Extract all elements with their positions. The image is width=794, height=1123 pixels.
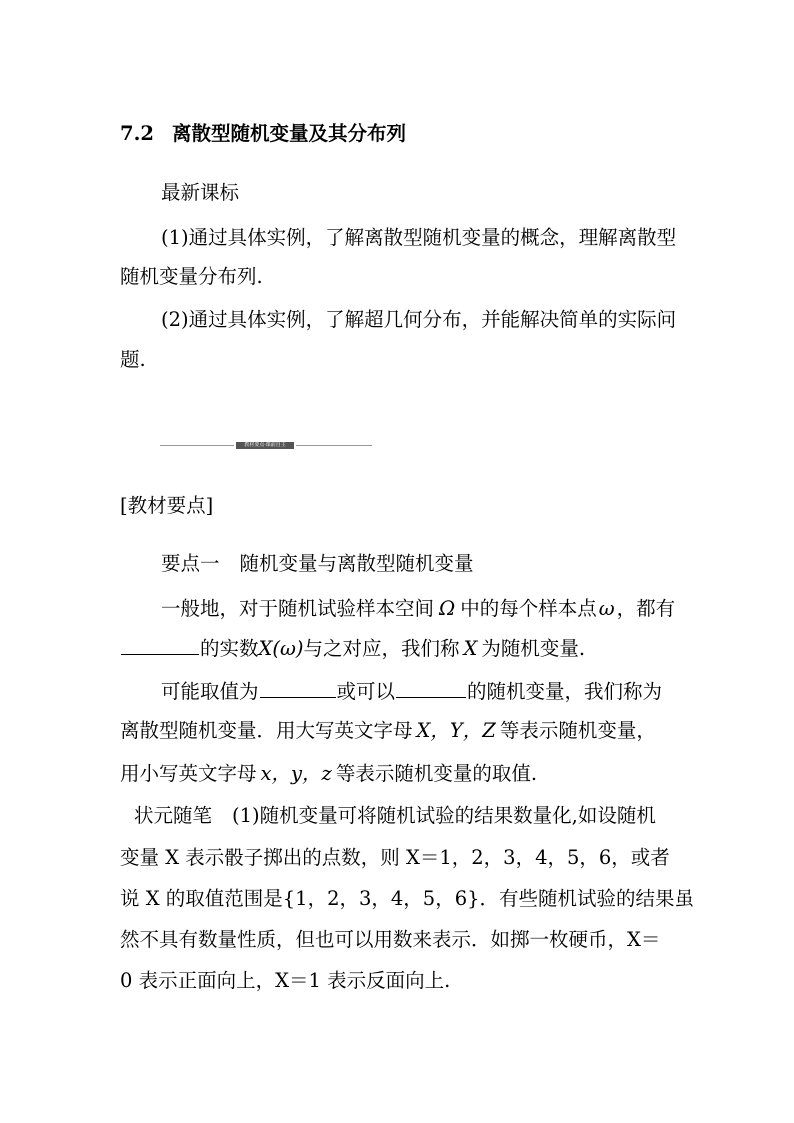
omega-symbol: ω (598, 597, 615, 620)
var-x: X (463, 637, 478, 660)
para-2-text-g: 等表示随机变量的取值. (335, 762, 538, 785)
section-divider (160, 441, 372, 451)
section-number: 7.2 (120, 122, 154, 145)
x-of-omega: X(ω) (258, 637, 304, 660)
standards-item-1-text: 通过具体实例，了解离散型随机变量的概念，理解离散型 (188, 226, 677, 249)
para-1-text-f: 为随机变量. (481, 637, 586, 660)
para-1-line-2 (120, 636, 585, 662)
omega-capital: Ω (439, 597, 456, 620)
standards-item-2-text: 通过具体实例，了解超几何分布，并能解决简单的实际问 (188, 308, 677, 331)
uppercase-vars: X，Y，Z (416, 719, 496, 742)
point-1-label: 要点一 (161, 552, 220, 575)
standards-item-2-line-2: 题. (120, 348, 146, 371)
point-1-heading (161, 551, 474, 577)
para-2-line-1 (161, 679, 662, 705)
note-label: 状元随笔 (134, 804, 213, 827)
textbook-heading: [教材要点] (120, 494, 214, 517)
note-line-2: 变量 X 表示骰子掷出的点数，则 X＝1，2，3，4，5，6，或者 (120, 846, 670, 869)
para-2-text-a: 可能取值为 (161, 680, 259, 703)
note-line-5: 0 表示正面向上，X＝1 表示反面向上. (120, 969, 451, 992)
para-1-text-e: 与之对应，我们称 (303, 637, 460, 660)
para-2-text-c: 的随机变量，我们称为 (467, 680, 663, 703)
para-2-line-2 (120, 718, 656, 744)
para-2-text-d: 离散型随机变量．用大写英文字母 (120, 719, 413, 742)
para-2-text-e: 等表示随机变量， (499, 719, 656, 742)
standards-item-1-line-2: 随机变量分布列. (120, 265, 263, 288)
para-2-text-f: 用小写英文字母 (120, 762, 257, 785)
divider-badge: 教材要点·课前自主 (236, 442, 294, 449)
lowercase-vars: x，y，z (260, 762, 332, 785)
para-1-text-d: 的实数 (200, 637, 259, 660)
note-line-1-text: (1)随机变量可将随机试验的结果数量化,如设随机 (232, 804, 656, 827)
standards-item-2-line-1 (161, 307, 676, 333)
section-title: 离散型随机变量及其分布列 (171, 122, 406, 145)
para-2-line-3 (120, 761, 537, 787)
para-1-text-b: 中的每个样本点 (460, 597, 597, 620)
note-line-3: 说 X 的取值范围是{1，2，3，4，5，6}．有些随机试验的结果虽 (120, 887, 695, 910)
standards-item-1-line-1 (161, 225, 676, 251)
standards-item-1-label: (1) (161, 226, 189, 249)
note-line-1 (134, 803, 656, 829)
para-1-line-1 (161, 596, 675, 622)
para-1-text-c: ，都有 (616, 597, 676, 620)
fill-in-blank-3[interactable] (396, 680, 466, 698)
para-1-text-a: 一般地，对于随机试验样本空间 (161, 597, 435, 620)
section-heading (120, 121, 406, 147)
standards-item-2-label: (2) (161, 308, 189, 331)
fill-in-blank-1[interactable] (121, 637, 199, 655)
note-line-4: 然不具有数量性质，但也可以用数来表示．如掷一枚硬币，X＝ (120, 928, 661, 951)
para-2-text-b: 或可以 (336, 680, 396, 703)
fill-in-blank-2[interactable] (260, 680, 336, 698)
divider-rule-right (296, 445, 372, 446)
point-1-title: 随机变量与离散型随机变量 (239, 552, 474, 575)
standards-heading: 最新课标 (161, 181, 240, 204)
divider-rule-left (160, 445, 234, 446)
